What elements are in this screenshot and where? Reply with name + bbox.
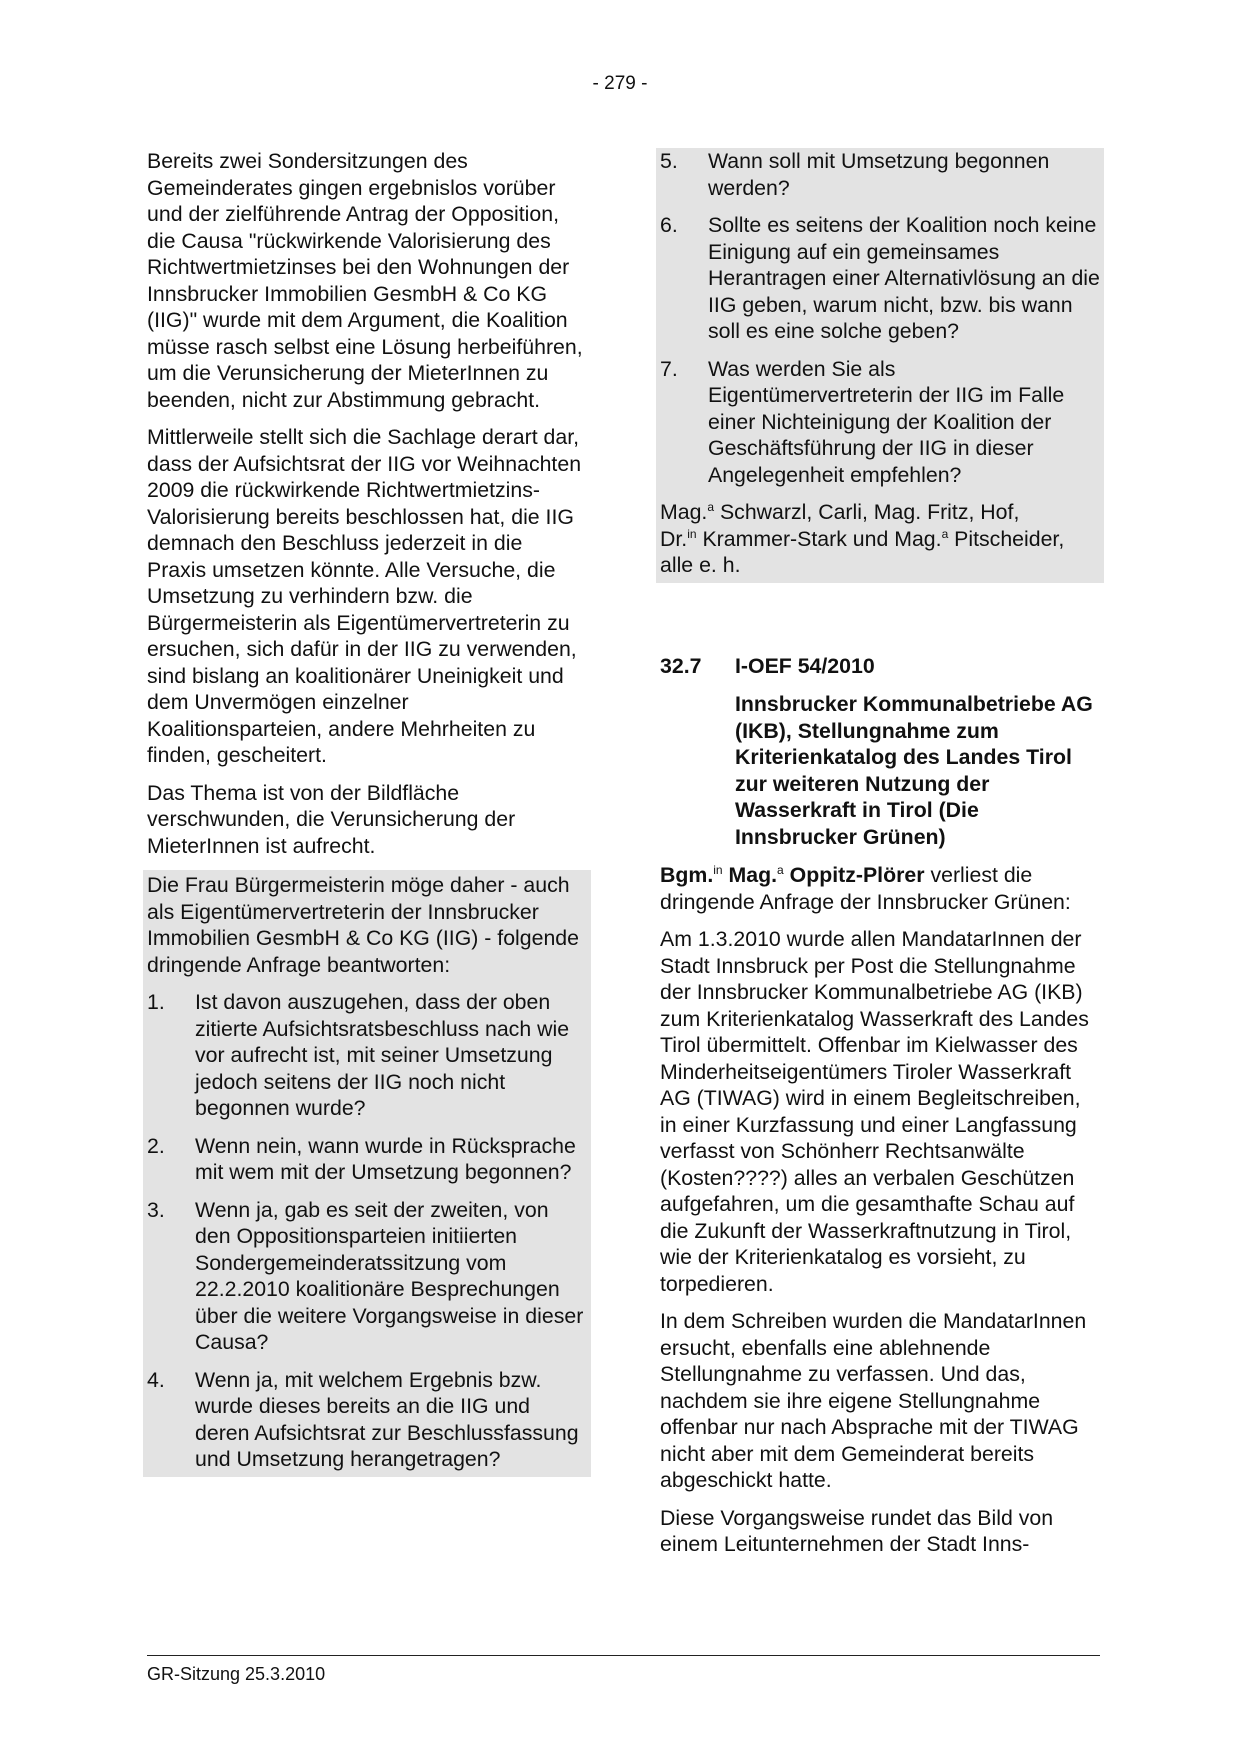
inquiry-block-continued [656,148,1104,583]
question-item [660,356,1100,489]
signature-superscript: a [707,499,715,514]
paragraph: Am 1.3.2010 wurde allen MandatarInnen der Stadt Innsbruck per Post die Stellungnahme der Innsbrucker Kommunalbetriebe AG (IKB) zum Kriterienkatalog Wasserkraft des Landes Tirol übermittelt. Offenbar im Kielwasser des Minderheitseigentümers Tiroler Wasserkraft AG (TIWAG) wird in einem Begleitschreiben, in einer Kurzfassung und einer Langfassung verfasst von Schönherr Rechtsanwälte (Kosten????) alles an verbalen Geschützen aufgefahren, um die gesamthafte Schau auf die Zukunft der Wasserkraftnutzung in Tirol, wie der Kriterienkatalog es vorsieht, zu torpedieren. [660,927,1089,1296]
paragraph: Mittlerweile stellt sich die Sachlage derart dar, dass der Aufsichtsrat der IIG vor Weihnachten 2009 die rückwirkende Richtwertmietzins-Valorisierung bereits beschlossen hat, die IIG demnach den Beschluss jederzeit in die Praxis umsetzen könnte. Alle Versuche, die Umsetzung zu verhindern bzw. die Bürgermeisterin als Eigentümervertreterin zu ersuchen, sich dafür in der IIG zu verwenden, sind bislang an koalitionärer Uneinigkeit und dem Unvermögen einzelner Koalitionsparteien, andere Mehrheiten zu finden, gescheitert. [147,425,582,767]
footer-text: GR-Sitzung 25.3.2010 [147,1664,326,1684]
signature-names: Schwarzl, Carli, Mag. Fritz, Hof, [714,500,1020,524]
section-heading [660,653,1100,680]
question-text: Was werden Sie als Eigentümervertreterin der IIG im Falle einer Nichteinigung der Koalition der Geschäftsführung der IIG in dieser Angelegenheit empfehlen? [708,356,1065,487]
question-number: 2. [147,1133,165,1158]
question-text: Ist davon auszugehen, dass der oben zitierte Aufsichtsratsbeschluss nach wie vor aufrecht ist, mit seiner Umsetzung jedoch seitens der IIG noch nicht begonnen wurde? [195,990,570,1120]
signature-superscript: a [941,526,949,541]
section-title: Innsbrucker Kommunalbetriebe AG (IKB), Stellungnahme zum Kriterienkatalog des Landes Tirol zur weiteren Nutzung der Wasserkraft in Tirol (Die Innsbrucker Grünen) [735,692,1093,849]
question-item [147,1133,587,1186]
signature-line [660,499,1100,579]
question-number: 5. [660,149,678,173]
paragraph: In dem Schreiben wurden die MandatarInnen ersucht, ebenfalls eine ablehnende Stellungnahme zu verfassen. Und das, nachdem sie ihre eigene Stellungnahme offenbar nur nach Absprache mit der TIWAG nicht aber mit dem Gemeinderat bereits abgeschickt hatte. [660,1309,1087,1492]
section-code: I-OEF 54/2010 [735,653,875,678]
question-text: Wenn nein, wann wurde in Rücksprache mit wem mit der Umsetzung begonnen? [195,1133,576,1184]
section-number: 32.7 [660,653,702,678]
signature-names: Pitscheider, alle e. h. [660,526,1065,577]
inquiry-block [143,870,591,1477]
right-column [660,148,1100,1569]
question-text: Wenn ja, mit welchem Ergebnis bzw. wurde dieses bereits an die IIG und deren Aufsichtsrat zur Beschlussfassung und Umsetzung herangetragen? [195,1367,579,1471]
speaker-superscript: a [777,862,784,877]
speaker-title: Bgm. [660,863,714,887]
page-number: - 279 - [592,73,648,94]
question-text: Wenn ja, gab es seit der zweiten, von den Oppositionsparteien initiierten Sondergemeinderatssitzung vom 22.2.2010 koalitionäre Besprechungen über die weitere Vorgangsweise in dieser Causa? [195,1197,584,1354]
signature-names: Krammer-Stark und Mag. [696,526,942,551]
signature-title: Dr. [660,526,688,551]
question-item [660,212,1100,345]
paragraph: Bereits zwei Sondersitzungen des Gemeinderates gingen ergebnislos vorüber und der zielführende Antrag der Opposition, die Causa "rückwirkende Valorisierung des Richtwertmietzinses bei den Wohnungen der Innsbrucker Immobilien GesmbH & Co KG (IIG)" wurde mit dem Argument, die Koalition müsse rasch selbst eine Lösung herbeiführen, um die Verunsicherung der MieterInnen zu beenden, nicht zur Abstimmung gebracht. [147,149,583,412]
question-number: 4. [147,1367,165,1392]
paragraph: Das Thema ist von der Bildfläche verschwunden, die Verunsicherung der MieterInnen ist aufrecht. [147,780,516,858]
speaker-name: Oppitz-Plörer [783,863,925,887]
question-list [147,989,587,1473]
inquiry-intro: Die Frau Bürgermeisterin möge daher - auch als Eigentümervertreterin der Innsbrucker Immobilien GesmbH & Co KG (IIG) - folgende dringende Anfrage beantworten: [147,873,580,977]
question-number: 6. [660,213,678,237]
signature-title: Mag. [660,500,708,524]
speaker-text: verliest die dringende Anfrage der Innsbrucker Grünen: [660,863,1071,914]
speaker-superscript: in [713,862,723,877]
question-number: 1. [147,990,165,1014]
signature-superscript: in [687,526,697,541]
question-list [660,148,1100,488]
speaker-title: Mag. [722,863,778,887]
question-item [147,989,587,1122]
question-text: Wann soll mit Umsetzung begonnen werden? [708,149,1050,200]
question-item [660,148,1100,201]
question-item [147,1367,587,1473]
speaker-line [660,862,1100,915]
question-item [147,1197,587,1356]
question-text: Sollte es seitens der Koalition noch keine Einigung auf ein gemeinsames Herantragen einer Alternativlösung an die IIG geben, warum nicht, bzw. bis wann soll es eine solche geben? [708,213,1100,343]
left-column [147,148,587,1477]
question-number: 7. [660,356,678,381]
question-number: 3. [147,1197,165,1222]
footer-divider [147,1655,1100,1656]
paragraph: Diese Vorgangsweise rundet das Bild von einem Leitunternehmen der Stadt Inns- [660,1505,1054,1556]
